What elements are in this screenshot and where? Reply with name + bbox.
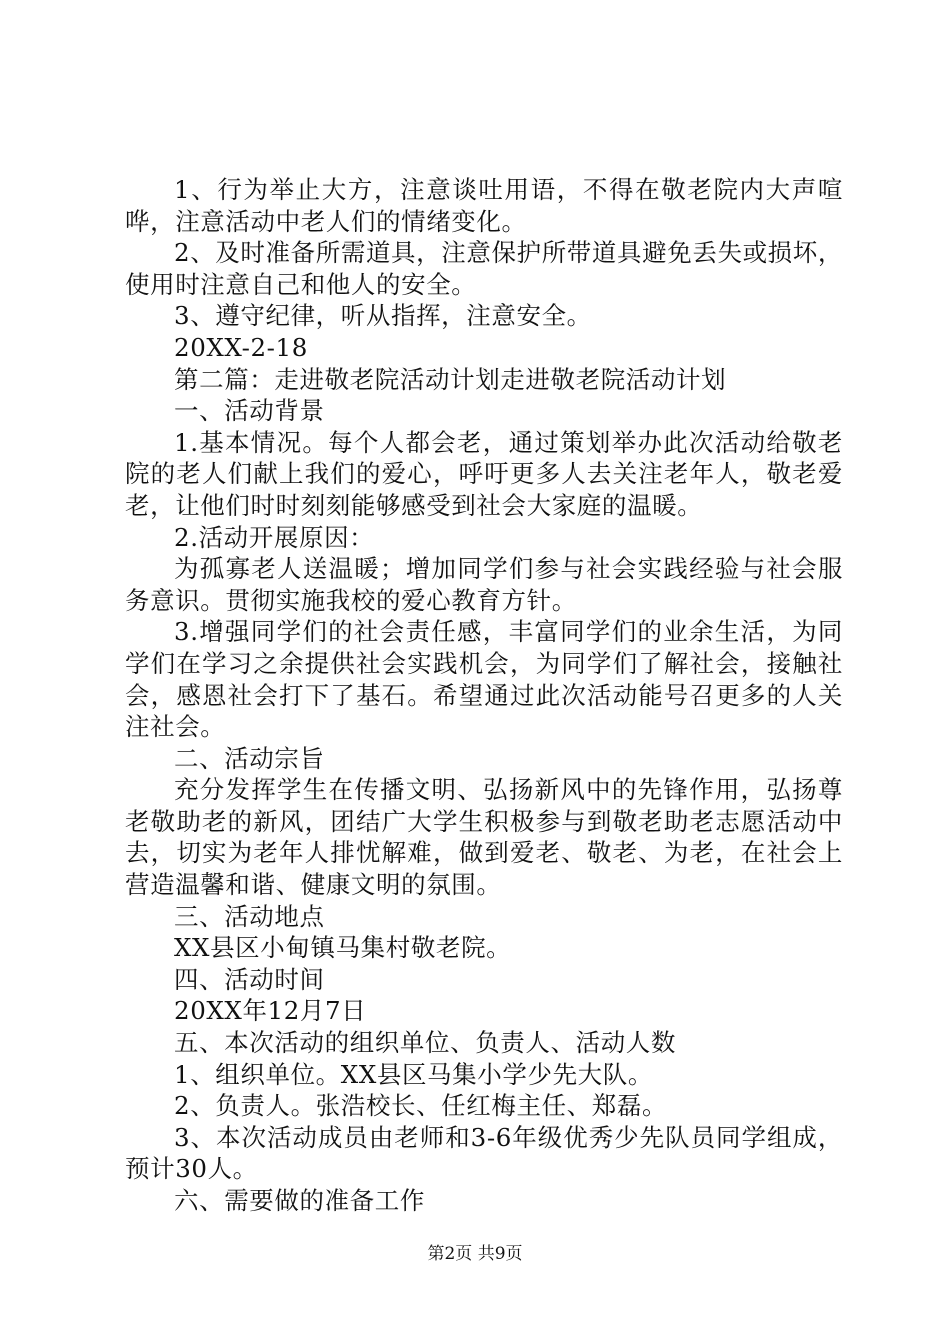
paragraph-purpose: 充分发挥学生在传播文明、弘扬新风中的先锋作用，弘扬尊老敬助老的新风，团结广大学生积极参与到敬老助老志愿活动中去，切实为老年人排忧解难，做到爱老、敬老、为老，在社会上营造温馨和谐、健康文明的氛围。 bbox=[125, 775, 843, 900]
paragraph-org-unit: 1、组织单位。XX县区马集小学少先大队。 bbox=[174, 1059, 653, 1089]
heading-preparation: 六、需要做的准备工作 bbox=[174, 1186, 425, 1215]
paragraph-reason-heading: 2.活动开展原因： bbox=[174, 522, 375, 552]
heading-purpose: 二、活动宗旨 bbox=[174, 743, 325, 773]
paragraph-responsibility: 3.增强同学们的社会责任感，丰富同学们的业余生活，为同学们在学习之余提供社会实践机会，为同学们了解社会，接触社会，感恩社会打下了基石。希望通过此次活动能号召更多的人关注社会。 bbox=[125, 617, 843, 742]
section-title-part-two: 第二篇：走进敬老院活动计划走进敬老院活动计划 bbox=[174, 364, 727, 394]
paragraph-time: 20XX年12月7日 bbox=[174, 996, 367, 1026]
paragraph-date: 20XX-2-18 bbox=[174, 332, 308, 362]
heading-organization: 五、本次活动的组织单位、负责人、活动人数 bbox=[174, 1028, 676, 1058]
paragraph-rule-2: 2、及时准备所需道具，注意保护所带道具避免丢失或损坏，使用时注意自己和他人的安全。 bbox=[125, 238, 843, 299]
page-number-footer: 第2页 共9页 bbox=[427, 1244, 523, 1264]
paragraph-rule-3: 3、遵守纪律，听从指挥，注意安全。 bbox=[174, 301, 592, 331]
paragraph-members: 3、本次活动成员由老师和3-6年级优秀少先队员同学组成，预计30人。 bbox=[125, 1122, 843, 1184]
paragraph-rule-1: 1、行为举止大方，注意谈吐用语，不得在敬老院内大声喧哗，注意活动中老人们的情绪变化。 bbox=[125, 175, 843, 236]
heading-background: 一、活动背景 bbox=[174, 396, 325, 426]
paragraph-person-in-charge: 2、负责人。张浩校长、任红梅主任、郑磊。 bbox=[174, 1091, 668, 1121]
paragraph-location: XX县区小甸镇马集村敬老院。 bbox=[174, 933, 512, 963]
heading-location: 三、活动地点 bbox=[174, 901, 325, 931]
paragraph-reason: 为孤寡老人送温暖；增加同学们参与社会实践经验与社会服务意识。贯彻实施我校的爱心教育方针。 bbox=[125, 554, 843, 615]
document-body bbox=[125, 174, 843, 1217]
heading-time: 四、活动时间 bbox=[174, 964, 325, 994]
paragraph-basic-info: 1.基本情况。每个人都会老，通过策划举办此次活动给敬老院的老人们献上我们的爱心，呼吁更多人去关注老年人，敬老爱老，让他们时时刻刻能够感受到社会大家庭的温暖。 bbox=[125, 427, 843, 520]
